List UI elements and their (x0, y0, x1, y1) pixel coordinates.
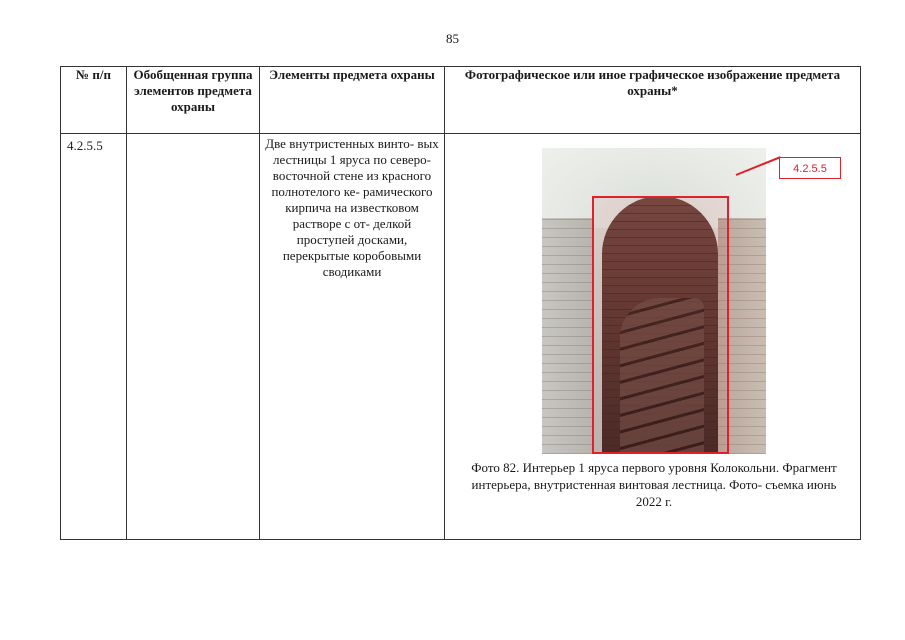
header-elements: Элементы предмета охраны (260, 67, 445, 134)
row-group (127, 134, 260, 540)
page-number: 85 (446, 31, 459, 46)
table-header-row (61, 67, 861, 134)
header-number: № п/п (61, 67, 127, 134)
callout-label: 4.2.5.5 (779, 157, 841, 179)
protection-table (60, 66, 861, 540)
row-elements-description: Две внутристенных винто- вых лестницы 1 яруса по северо-восточной стене из красного полнотелого ке- рамического кирпича на известковом растворе с от- делкой проступей досками, перекрытые коробовыми сводиками (260, 134, 445, 540)
highlight-frame (592, 196, 729, 454)
left-brick-wall (542, 218, 594, 454)
header-image: Фотографическое или иное графическое изображение предмета охраны* (445, 67, 861, 134)
row-number: 4.2.5.5 (61, 134, 127, 540)
table-row (61, 134, 861, 540)
row-image-cell (445, 134, 861, 540)
photo-caption: Фото 82. Интерьер 1 яруса первого уровня Колокольни. Фрагмент интерьера, внутристенная винтовая лестница. Фото- съемка июнь 2022 г. (471, 460, 837, 509)
header-group: Обобщенная группа элементов предмета охраны (127, 67, 260, 134)
staircase-photo (542, 148, 766, 454)
